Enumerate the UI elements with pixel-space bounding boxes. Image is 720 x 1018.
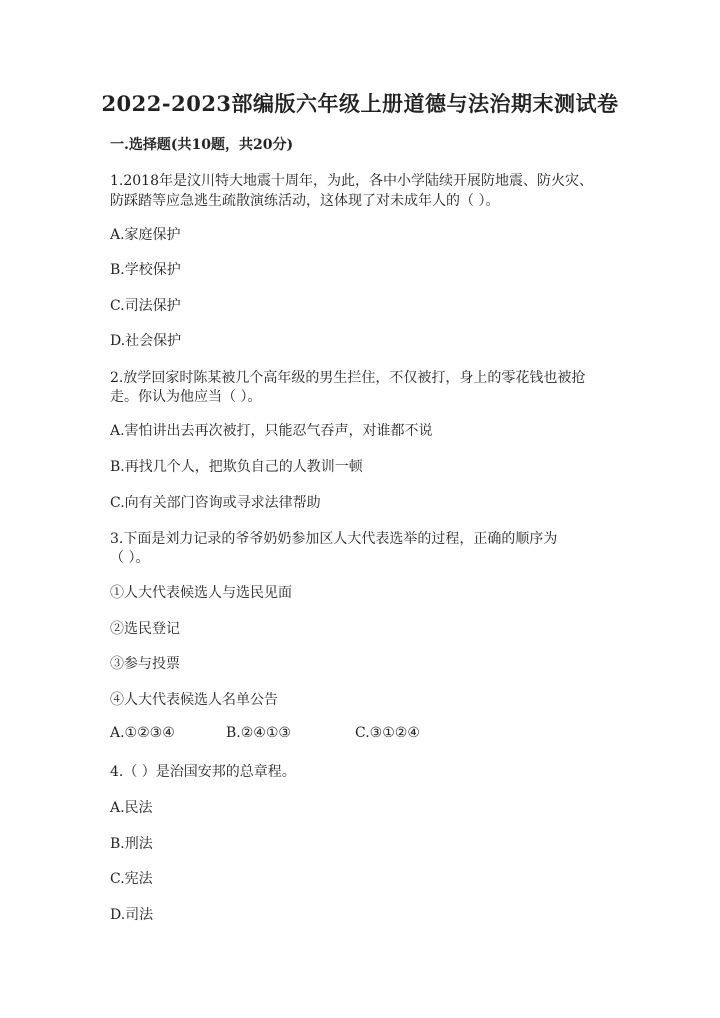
question-2-option-b: B.再找几个人，把欺负自己的人教训一顿	[110, 459, 363, 475]
question-2-stem-line-2: 走。你认为他应当（ ）。	[110, 389, 262, 405]
question-3-option-c: C.③①②④	[355, 725, 420, 741]
question-4-option-c: C.宪法	[110, 871, 153, 887]
question-1-stem-line-2: 防踩踏等应急逃生疏散演练活动，这体现了对未成年人的（ ）。	[110, 193, 500, 209]
section-heading: 一.选择题(共10题，共20分)	[110, 137, 294, 153]
question-3-item-3: ③参与投票	[110, 656, 180, 672]
question-4-option-a: A.民法	[110, 800, 153, 816]
question-2-option-c: C.向有关部门咨询或寻求法律帮助	[110, 495, 321, 511]
question-1-option-b: B.学校保护	[110, 262, 181, 278]
question-1-option-a: A.家庭保护	[110, 227, 181, 243]
question-3-item-2: ②选民登记	[110, 621, 180, 637]
question-3-stem-line-1: 3.下面是刘力记录的爷爷奶奶参加区人大代表选举的过程，正确的顺序为	[110, 531, 558, 547]
question-4-option-b: B.刑法	[110, 836, 153, 852]
question-3-option-b: B.②④①③	[226, 725, 291, 741]
page-title: 2022-2023部编版六年级上册道德与法治期末测试卷	[101, 91, 619, 116]
question-3-item-4: ④人大代表候选人名单公告	[110, 692, 278, 708]
question-4-option-d: D.司法	[110, 907, 154, 923]
question-2-stem-line-1: 2.放学回家时陈某被几个高年级的男生拦住，不仅被打，身上的零花钱也被抢	[110, 370, 586, 386]
question-3-stem-line-2: （ ）。	[110, 550, 150, 566]
question-1-option-d: D.社会保护	[110, 333, 182, 349]
question-1-option-c: C.司法保护	[110, 298, 181, 314]
question-4-stem: 4.（ ）是治国安邦的总章程。	[110, 764, 296, 780]
question-3-option-a: A.①②③④	[110, 725, 175, 741]
question-2-option-a: A.害怕讲出去再次被打，只能忍气吞声，对谁都不说	[110, 423, 433, 439]
question-1-stem-line-1: 1.2018年是汶川特大地震十周年，为此，各中小学陆续开展防地震、防火灾、	[110, 173, 593, 189]
question-3-item-1: ①人大代表候选人与选民见面	[110, 585, 292, 601]
